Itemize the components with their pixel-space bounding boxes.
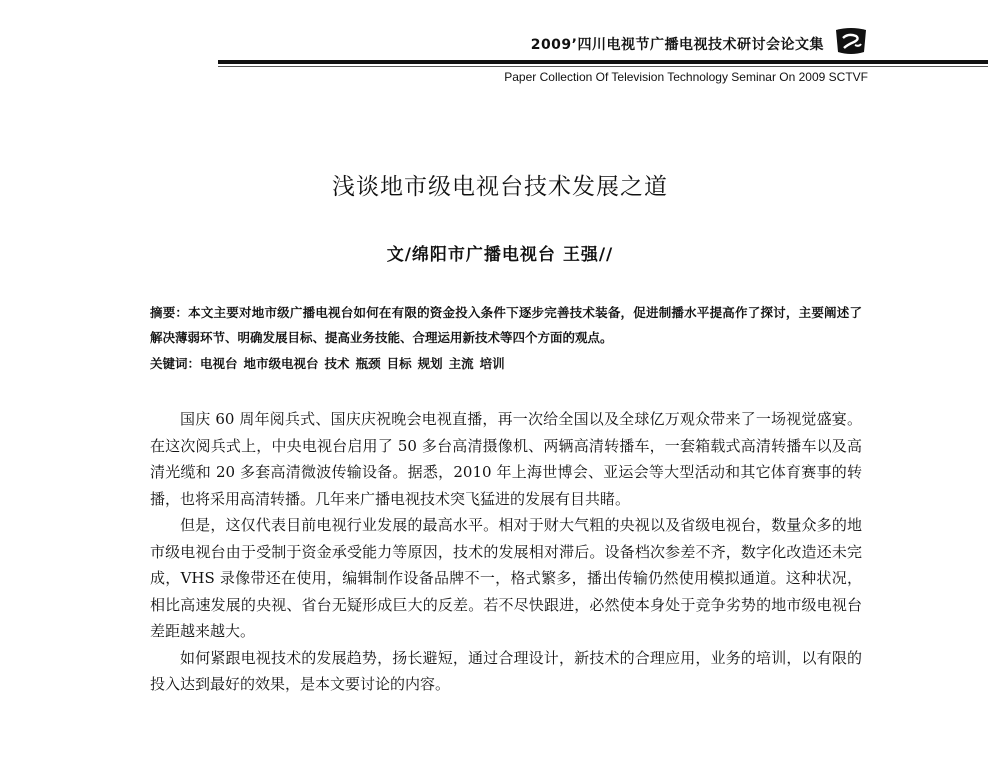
keyword: 技术 <box>324 356 350 371</box>
keyword: 规划 <box>417 356 443 371</box>
keyword: 目标 <box>386 356 412 371</box>
body-paragraph: 国庆 60 周年阅兵式、国庆庆祝晚会电视直播，再一次给全国以及全球亿万观众带来了一场视觉盛宴。在这次阅兵式上，中央电视台启用了 50 多台高清摄像机、两辆高清转播车，一套箱载式高清转播车以及高清光缆和 20 多套高清微波传输设备。据悉，2010 年上海世博会、亚运会等大型活动和其它体育赛事的转播，也将采用高清转播。几年来广播电视技术突飞猛进的发展有目共睹。 <box>150 410 862 508</box>
body-paragraph: 如何紧跟电视技术的发展趋势，扬长避短，通过合理设计，新技术的合理应用，业务的培训，以有限的投入达到最好的效果，是本文要讨论的内容。 <box>150 648 862 693</box>
article-author: 文/绵阳市广播电视台 王强// <box>386 245 614 265</box>
abstract <box>150 300 862 350</box>
keyword: 电视台 <box>200 356 238 371</box>
keyword: 瓶颈 <box>355 356 381 371</box>
keyword: 地市级电视台 <box>243 356 319 371</box>
header-rule-thick <box>218 60 988 64</box>
running-header-chinese: 2009’四川电视节广播电视技术研讨会论文集 <box>530 37 824 53</box>
keywords <box>150 351 862 376</box>
article-body <box>150 406 862 698</box>
keyword: 培训 <box>479 356 505 371</box>
keywords-label: 关键词： <box>150 356 201 371</box>
abstract-text: 本文主要对地市级广播电视台如何在有限的资金投入条件下逐步完善技术装备，促进制播水平提高作了探讨，主要阐述了解决薄弱环节、明确发展目标、提高业务技能、合理运用新技术等四个方面的观点。 <box>150 305 862 345</box>
body-paragraph: 但是，这仅代表目前电视行业发展的最高水平。相对于财大气粗的央视以及省级电视台，数量众多的地市级电视台由于受制于资金承受能力等原因，技术的发展相对滞后。设备档次参差不齐，数字化改造还未完成，VHS 录像带还在使用，编辑制作设备品牌不一，格式繁多，播出传输仍然使用模拟通道。这种状况，相比高速发展的央视、省台无疑形成巨大的反差。若不尽快跟进，必然使本身处于竞争劣势的地市级电视台差距越来越大。 <box>150 516 862 640</box>
sctvf-logo-icon <box>832 26 870 56</box>
header-rule-thin <box>218 66 988 67</box>
abstract-label: 摘要： <box>150 305 189 320</box>
running-header-english: Paper Collection Of Television Technology Seminar On 2009 SCTVF <box>504 70 868 84</box>
keyword: 主流 <box>448 356 474 371</box>
article-title: 浅谈地市级电视台技术发展之道 <box>332 174 668 200</box>
